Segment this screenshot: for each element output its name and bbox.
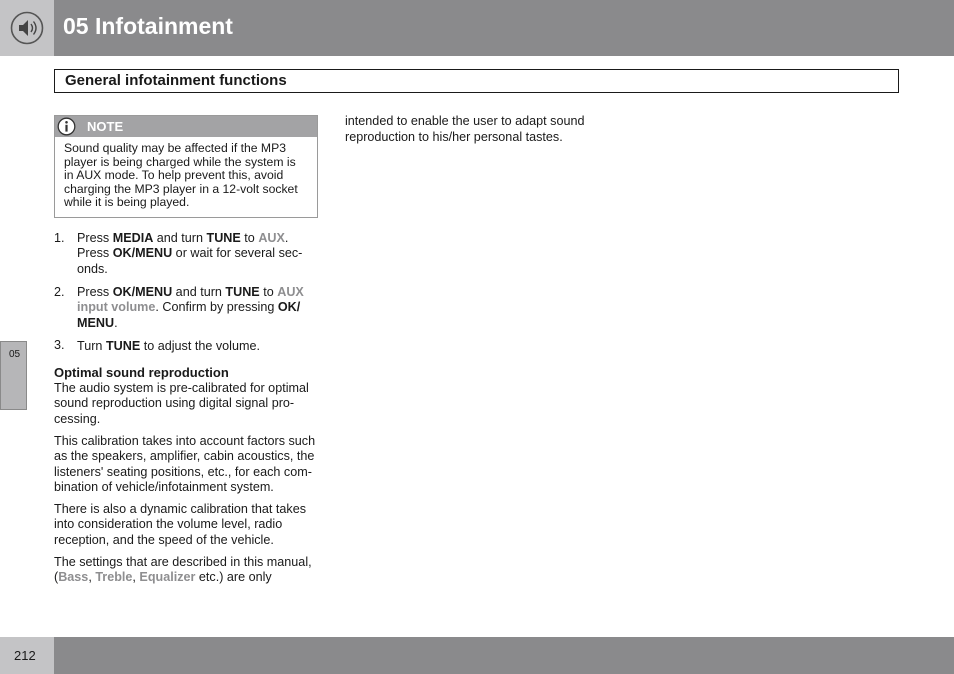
chapter-tab-label: 05 xyxy=(9,349,21,360)
paragraph xyxy=(54,434,320,496)
step-text-part: Turn xyxy=(77,339,106,353)
chapter-icon-box xyxy=(0,0,54,56)
equalizer-setting-ref: Equalizer xyxy=(139,570,196,585)
step-text-part: Press xyxy=(77,231,113,245)
paragraph-line: The settings that are described in this manual, xyxy=(54,555,312,569)
paragraph-line: cessing. xyxy=(54,411,101,426)
paragraph-line xyxy=(54,570,320,585)
step-text-part: to adjust the volume. xyxy=(140,339,260,353)
chapter-side-tab xyxy=(0,341,27,410)
treble-setting-ref: Treble xyxy=(95,570,133,585)
note-line: while it is being played. xyxy=(64,195,190,210)
step-number: 2. xyxy=(54,285,65,299)
step-text-part: and turn xyxy=(172,285,226,299)
chapter-header xyxy=(0,0,954,56)
step-text-part: . Confirm by pressing xyxy=(155,300,278,315)
step-text-part: to xyxy=(259,285,278,299)
media-button-label: MEDIA xyxy=(112,231,154,245)
right-column-text xyxy=(345,114,607,145)
paragraph-line: listeners' seating positions, etc., for each com- xyxy=(54,464,312,479)
text-part: , xyxy=(88,570,96,585)
ok-menu-button-label: OK/ xyxy=(277,300,301,315)
text-part: etc.) are only xyxy=(195,570,272,585)
step-text-part: and turn xyxy=(153,231,207,245)
paragraph-line: The audio system is pre-calibrated for optimal xyxy=(54,381,309,395)
page-footer xyxy=(0,637,954,674)
page-number: 212 xyxy=(14,648,36,663)
note-box xyxy=(54,115,318,218)
tune-knob-label: TUNE xyxy=(225,285,260,299)
chapter-title: 05 Infotainment xyxy=(63,13,233,39)
paragraph-line: reception, and the speed of the vehicle. xyxy=(54,532,274,547)
input-volume-menu-ref: input volume xyxy=(77,300,156,315)
step-text-part: . xyxy=(284,231,289,245)
info-icon xyxy=(57,117,76,136)
paragraph-line: This calibration takes into account factors such xyxy=(54,434,316,448)
subheading: Optimal sound reproduction xyxy=(54,365,229,380)
bass-setting-ref: Bass xyxy=(58,570,89,585)
text-part: ( xyxy=(54,570,59,585)
tune-knob-label: TUNE xyxy=(105,339,141,353)
step-text xyxy=(77,339,317,354)
ok-menu-button-label: OK/MENU xyxy=(112,285,173,299)
aux-menu-ref: AUX xyxy=(277,285,304,299)
text-part: , xyxy=(132,570,140,585)
paragraph-line: There is also a dynamic calibration that takes xyxy=(54,502,306,516)
step-text-part: to xyxy=(240,231,259,245)
speaker-icon xyxy=(10,11,44,45)
note-line: charging the MP3 player in a 12-volt socket xyxy=(64,181,298,196)
step-text-part: onds. xyxy=(77,261,108,276)
paragraph-line: reproduction to his/her personal tastes. xyxy=(345,129,563,144)
paragraph xyxy=(54,555,320,586)
page-number-box xyxy=(0,637,54,674)
note-line: player is being charged while the system is xyxy=(64,154,296,169)
note-text xyxy=(64,142,312,210)
ok-menu-button-label: OK/MENU xyxy=(112,246,173,261)
note-label: NOTE xyxy=(87,119,124,134)
note-header xyxy=(55,116,317,137)
paragraph-line: bination of vehicle/infotainment system. xyxy=(54,480,274,495)
ok-menu-button-label: MENU xyxy=(77,315,115,330)
step-text xyxy=(77,285,317,331)
paragraph xyxy=(54,502,320,548)
paragraph-line: into consideration the volume level, radio xyxy=(54,517,283,532)
step-text-part: or wait for several sec- xyxy=(172,246,303,261)
step-text-part: Press xyxy=(77,285,113,299)
paragraph-line: intended to enable the user to adapt sound xyxy=(345,114,585,128)
step-text-part: . xyxy=(114,315,118,330)
paragraph-line: as the speakers, amplifier, cabin acoustics, the xyxy=(54,449,315,464)
note-line: Sound quality may be affected if the MP3 xyxy=(64,141,286,155)
paragraph xyxy=(54,381,320,427)
step-text xyxy=(77,231,317,277)
paragraph-line: sound reproduction using digital signal pro- xyxy=(54,396,295,411)
section-title-bar xyxy=(54,69,899,93)
section-title: General infotainment functions xyxy=(65,72,287,89)
step-text-part: Press xyxy=(77,246,113,261)
step-number: 3. xyxy=(54,338,65,352)
tune-knob-label: TUNE xyxy=(206,231,241,245)
note-line: in AUX mode. To help prevent this, avoid xyxy=(64,168,284,183)
aux-menu-ref: AUX xyxy=(258,231,285,245)
step-number: 1. xyxy=(54,231,65,245)
